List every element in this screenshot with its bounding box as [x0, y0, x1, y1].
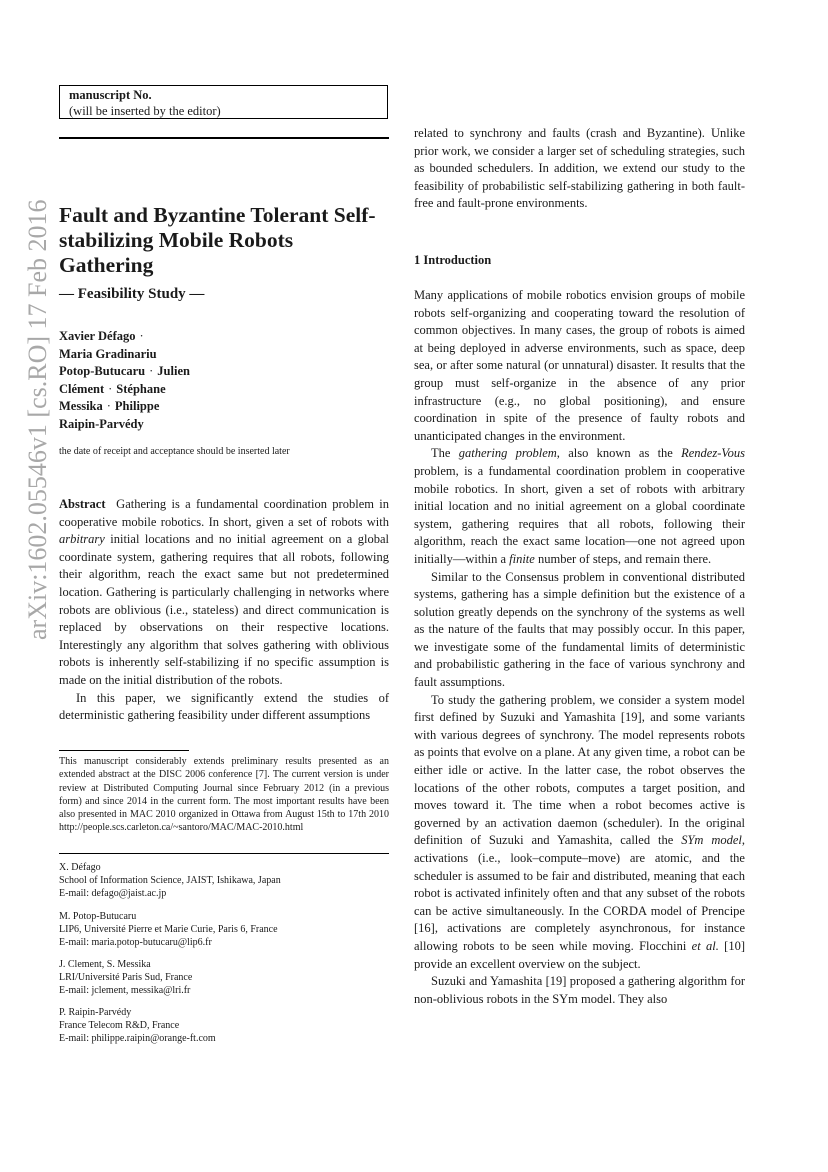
abstract-label: Abstract [59, 497, 106, 511]
abstract [59, 496, 389, 725]
intro-paragraph: The gathering problem, also known as the Rendez-Vous problem, is a fundamental coordination problem in cooperative mobile robotics. In short, given a set of robots with arbitrary initial location and no initial agreement on a global coordinate system, gathering requires that all robots, following their algorithm, reach the exact same location—one not agreed upon initially—within a finite number of steps, and remain there. [414, 446, 745, 566]
manuscript-box [59, 85, 388, 119]
paper-subtitle: — Feasibility Study — [59, 286, 205, 302]
author-name: Xavier Défago [59, 329, 136, 343]
abstract-paragraph-2: In this paper, we significantly extend the studies of deterministic gathering feasibility under different assumptions [59, 690, 389, 723]
affiliation [59, 1006, 389, 1045]
affiliation [59, 958, 389, 997]
affiliation-name: X. Défago [59, 862, 101, 873]
affiliation-line: LIP6, Université Pierre et Marie Curie, Paris 6, France [59, 924, 278, 935]
intro-paragraph: Many applications of mobile robotics envision groups of mobile robots self-organizing and cooperating toward the resolution of common objectives. In many cases, the group of robots is aimed at being deployed in adverse environments, such as space, deep sea, or after some natural (or unnatural) disaster. It results that the group must self-organize in the absence of any prior infrastructure (e.g., no global positioning), and ensure coordination in spite of the presence of faulty robots and unanticipated changes in the environment. [414, 288, 745, 443]
introduction-body [414, 287, 745, 1008]
affiliation-email: E-mail: defago@jaist.ac.jp [59, 888, 167, 899]
section-heading: 1 Introduction [414, 253, 492, 267]
affiliation-email: E-mail: maria.potop-butucaru@lip6.fr [59, 937, 212, 948]
arxiv-identifier: arXiv:1602.05546v1 [cs.RO] 17 Feb 2016 [23, 199, 52, 640]
intro-paragraph: Similar to the Consensus problem in conventional distributed systems, gathering has a simple definition but the existence of a solution greatly depends on the synchrony of the systems as well as the nature of the faults that may possibly occur. In this paper, we investigate some of the fundamental limits of deterministic and probabilistic gathering in the face of various synchrony and fault assumptions. [414, 569, 745, 690]
abstract-emphasis: arbitrary [59, 532, 105, 547]
author-list [59, 328, 259, 434]
author-separator: · [139, 329, 144, 343]
affiliation-line: France Telecom R&D, France [59, 1020, 180, 1031]
paper-title: Fault and Byzantine Tolerant Self-stabilizing Mobile Robots Gathering [59, 203, 376, 277]
author-name: Stéphane [116, 381, 166, 396]
affiliation-name: M. Potop-Butucaru [59, 911, 137, 922]
footnote-rule [59, 750, 189, 751]
author-separator: · [149, 364, 154, 379]
affiliation-line: LRI/Université Paris Sud, France [59, 972, 193, 983]
affiliation-name: J. Clement, S. Messika [59, 959, 151, 970]
abstract-continuation: related to synchrony and faults (crash and Byzantine). Unlike prior work, we consider a larger set of scheduling strategies, such as bounded schedulers. In addition, we extend our study to the feasibility of probabilistic self-stabilizing gathering in both fault-free and fault-prone environments. [414, 126, 745, 211]
author-name: Clément [59, 381, 105, 396]
author-separator: · [108, 381, 113, 396]
manuscript-number: manuscript No. [69, 88, 152, 102]
affiliation-line: School of Information Science, JAIST, Ishikawa, Japan [59, 875, 281, 886]
author-name: Maria Gradinariu [59, 346, 157, 361]
author-name: Messika [59, 399, 103, 414]
author-name: Raipin-Parvédy [59, 416, 144, 431]
affiliation [59, 861, 389, 900]
intro-paragraph: To study the gathering problem, we consider a system model first defined by Suzuki and Yamashita [19], and some variants with various degrees of synchrony. The model represents robots as points that evolve on a plane. At any given time, a robot can be either idle or active. In the latter case, the robot observes the locations of the other robots, computes a target position, and moves toward it. The time when a robot becomes active is governed by an activation daemon (scheduler). In the original definition of Suzuki and Yamashita, called the SYm model, activations (i.e., look–compute–move) are atomic, and the scheduler is assumed to be fair and distributed, meaning that each robot is activated infinitely often and that any subset of the robots can be active simultaneously. In the CORDA model of Prencipe [16], activations are completely asynchronous, for instance allowing robots to be seen while moving. Flocchini et al. [10] provide an excellent overview on the subject. [414, 692, 746, 971]
affiliation-email: E-mail: philippe.raipin@orange-ft.com [59, 1033, 216, 1044]
author-name: Philippe [114, 399, 160, 414]
affiliation-email: E-mail: jclement, messika@lri.fr [59, 985, 191, 996]
author-name: Julien [157, 364, 190, 379]
footnote: This manuscript considerably extends preliminary results presented as an extended abstract at the DISC 2006 conference [7]. The current version is under review at Distributed Computing Journal since February 2012 (in a previous form) and since 2014 in the current form. The most important results have been also presented in MAC 2010 organized in Ottawa from August 15th to 17th 2010 http://people.scs.carleton.ca/~santoro/MAC/MAC-2010.html [59, 756, 389, 834]
affiliation-rule [59, 853, 389, 854]
intro-paragraph: Suzuki and Yamashita [19] proposed a gathering algorithm for non-oblivious robots in the SYm model. They also [414, 974, 745, 1006]
affiliation-name: P. Raipin-Parvédy [59, 1007, 132, 1018]
manuscript-editor-note: (will be inserted by the editor) [69, 104, 221, 118]
date-note: the date of receipt and acceptance should be inserted later [59, 446, 290, 457]
abstract-text: initial locations and no initial agreement on a global coordinate system, gathering requires that all robots, following their algorithm, reach the exact same but not predetermined location. Gathering is particularly challenging in networks where robots are oblivious (i.e., stateless) and direct communication is replaced by observations on their respective locations. Interestingly any algorithm that solves gathering with oblivious robots is inherently self-stabilizing if no specific assumption is made on the initial distribution of the robots. [59, 532, 389, 687]
header-rule [59, 137, 389, 139]
author-name: Potop-Butucaru [59, 364, 146, 379]
affiliation [59, 910, 389, 949]
abstract-text: Gathering is a fundamental coordination problem in cooperative mobile robotics. In short, given a set of robots with [59, 497, 390, 529]
author-separator: · [106, 399, 111, 414]
